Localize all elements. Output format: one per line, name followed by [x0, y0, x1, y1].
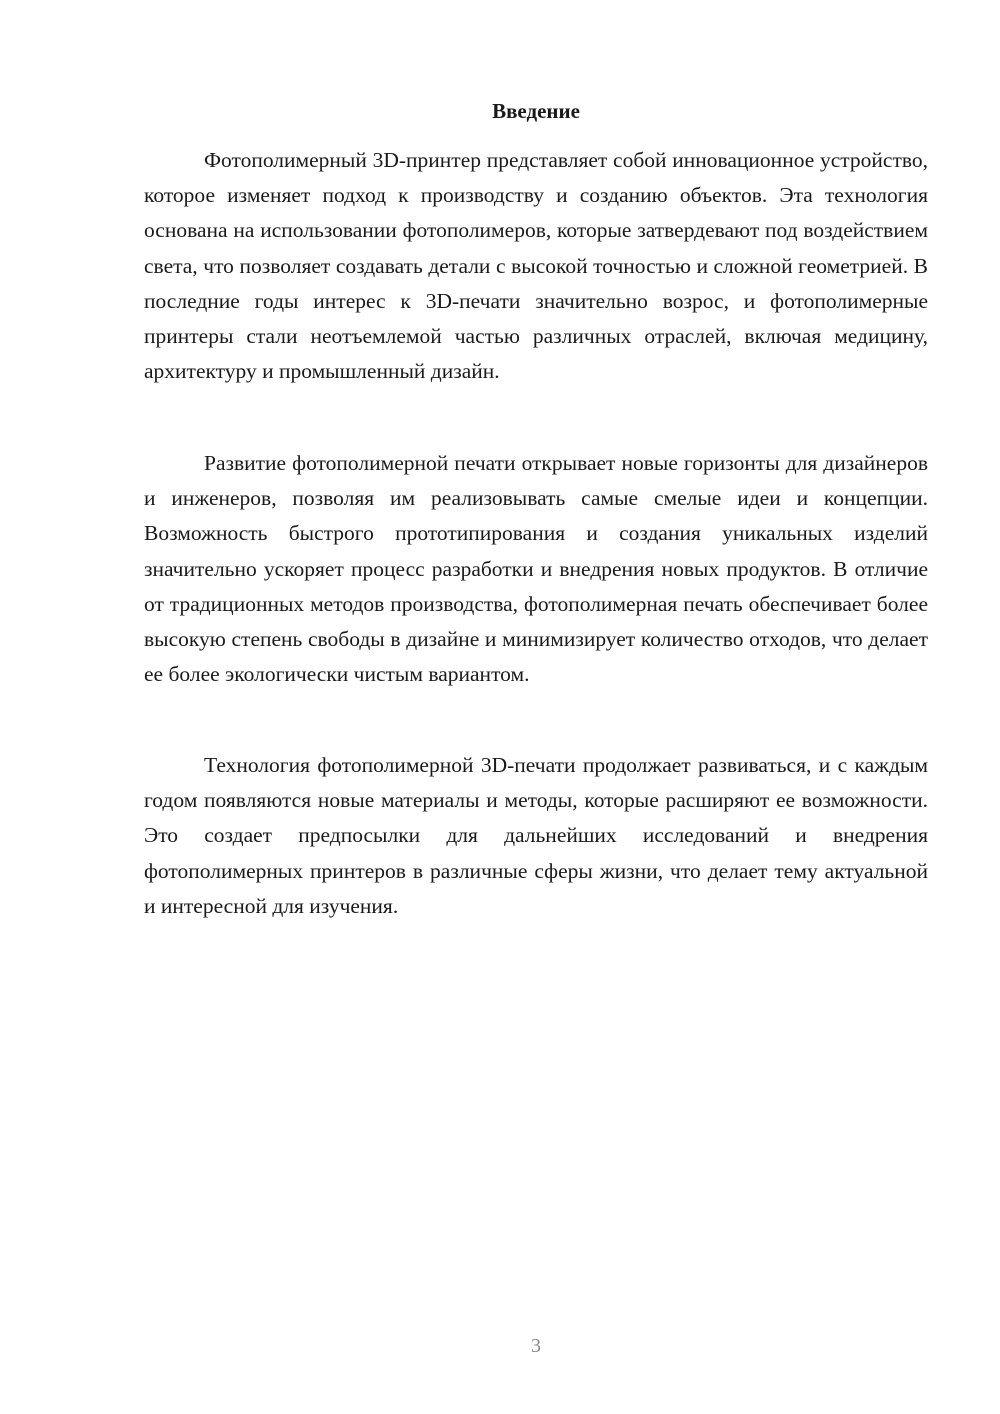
page-title: Введение [492, 99, 580, 123]
paragraph-3: Технология фотополимерной 3D-печати продолжает развиваться, и с каждым годом появляются новые материалы и методы, которые расширяют ее возможности. Это создает предпосылки для дальнейших исследований и внедрения фотополимерных принтеров в различные сферы жизни, что делает тему актуальной и интересной для изучения. [144, 753, 928, 918]
paragraph-1: Фотополимерный 3D-принтер представляет собой инновационное устройство, которое изменяет подход к производству и созданию объектов. Эта технология основана на использовании фотополимеров, которые затвердевают под воздействием света, что позволяет создавать детали с высокой точностью и сложной геометрией. В последние годы интерес к 3D-печати значительно возрос, и фотополимерные принтеры стали неотъемлемой частью различных отраслей, включая медицину, архитектуру и промышленный дизайн. [144, 148, 928, 384]
page-number: 3 [531, 1335, 541, 1357]
paragraph-2: Развитие фотополимерной печати открывает новые горизонты для дизайнеров и инженеров, позволяя им реализовывать самые смелые идеи и концепции. Возможность быстрого прототипирования и создания уникальных изделий значительно ускоряет процесс разработки и внедрения новых продуктов. В отличие от традиционных методов производства, фотополимерная печать обеспечивает более высокую степень свободы в дизайне и минимизирует количество отходов, что делает ее более экологически чистым вариантом. [144, 451, 928, 687]
